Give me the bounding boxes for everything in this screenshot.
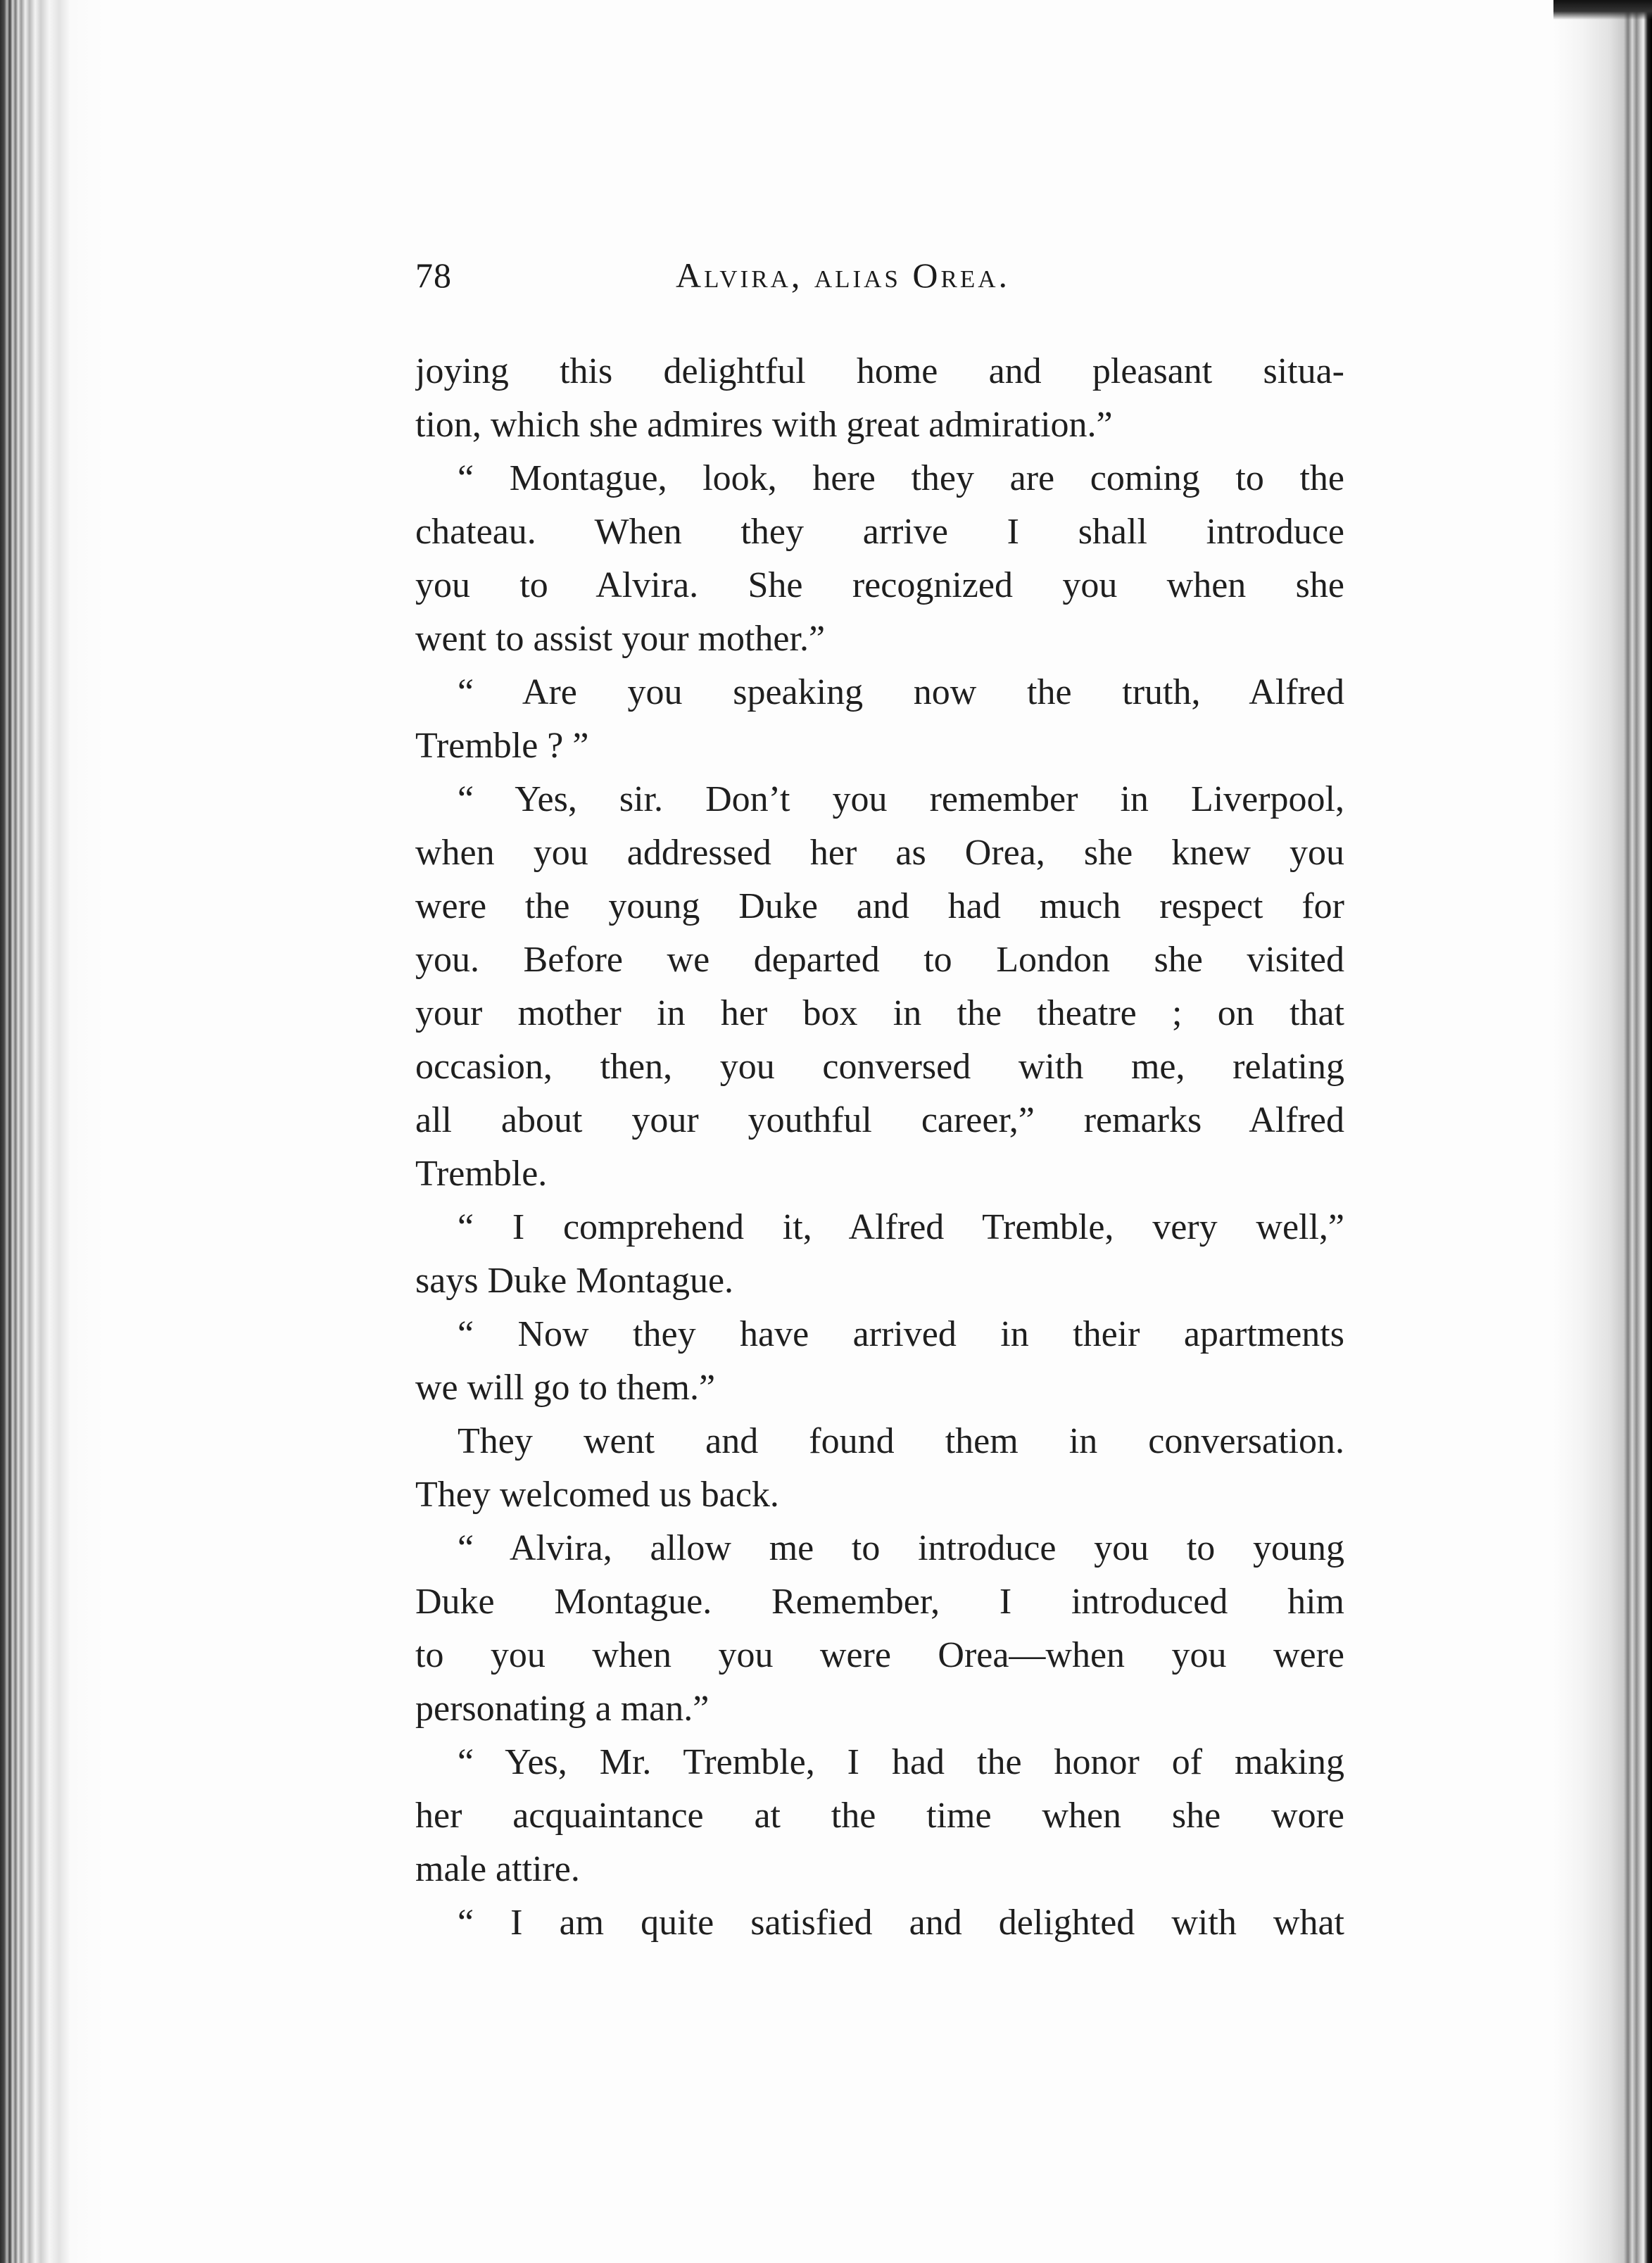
text-line: to you when you were Orea—when you were	[415, 1635, 1344, 1675]
text-line: “ Now they have arrived in their apartments	[458, 1314, 1344, 1354]
text-line: personating a man.”	[415, 1689, 710, 1729]
text-line: chateau. When they arrive I shall introduce	[415, 512, 1344, 552]
page-header-title: Alvira, alias Orea.	[676, 256, 1010, 295]
text-line: your mother in her box in the theatre ; on that	[415, 993, 1344, 1033]
text-line: “ I comprehend it, Alfred Tremble, very well,”	[458, 1207, 1344, 1247]
text-line: all about your youthful career,” remarks Alfred	[415, 1100, 1344, 1140]
text-line: went to assist your mother.”	[415, 619, 826, 659]
text-line: “ Yes, sir. Don’t you remember in Liverpool,	[458, 779, 1344, 819]
text-line: occasion, then, you conversed with me, relating	[415, 1047, 1344, 1087]
text-line: “ I am quite satisfied and delighted with what	[458, 1903, 1344, 1943]
text-line: They went and found them in conversation.	[458, 1421, 1344, 1461]
body-text	[415, 345, 1344, 1950]
text-line: “ Alvira, allow me to introduce you to young	[458, 1528, 1344, 1568]
text-line: Tremble ? ”	[415, 726, 589, 766]
binding-edge	[0, 0, 106, 2263]
text-line: you to Alvira. She recognized you when she	[415, 565, 1344, 605]
text-line: They welcomed us back.	[415, 1475, 779, 1515]
text-line: “ Yes, Mr. Tremble, I had the honor of making	[458, 1742, 1344, 1782]
text-line: we will go to them.”	[415, 1368, 716, 1408]
text-line: joying this delightful home and pleasant situa-	[415, 351, 1344, 391]
text-line: Tremble.	[415, 1154, 548, 1194]
text-line: her acquaintance at the time when she wore	[415, 1796, 1344, 1836]
text-line: when you addressed her as Orea, she knew you	[415, 833, 1344, 873]
page-edge-top	[1553, 0, 1652, 20]
text-line: “ Are you speaking now the truth, Alfred	[458, 672, 1344, 712]
page-number: 78	[415, 256, 452, 295]
page-edge	[1553, 0, 1652, 2263]
text-line: were the young Duke and had much respect for	[415, 886, 1344, 926]
text-line: tion, which she admires with great admiration.”	[415, 405, 1113, 445]
text-line: says Duke Montague.	[415, 1261, 734, 1301]
text-line: “ Montague, look, here they are coming to the	[458, 458, 1344, 498]
text-line: Duke Montague. Remember, I introduced him	[415, 1582, 1344, 1622]
text-line: you. Before we departed to London she visited	[415, 940, 1344, 980]
text-line: male attire.	[415, 1849, 580, 1889]
running-head	[415, 255, 1344, 304]
